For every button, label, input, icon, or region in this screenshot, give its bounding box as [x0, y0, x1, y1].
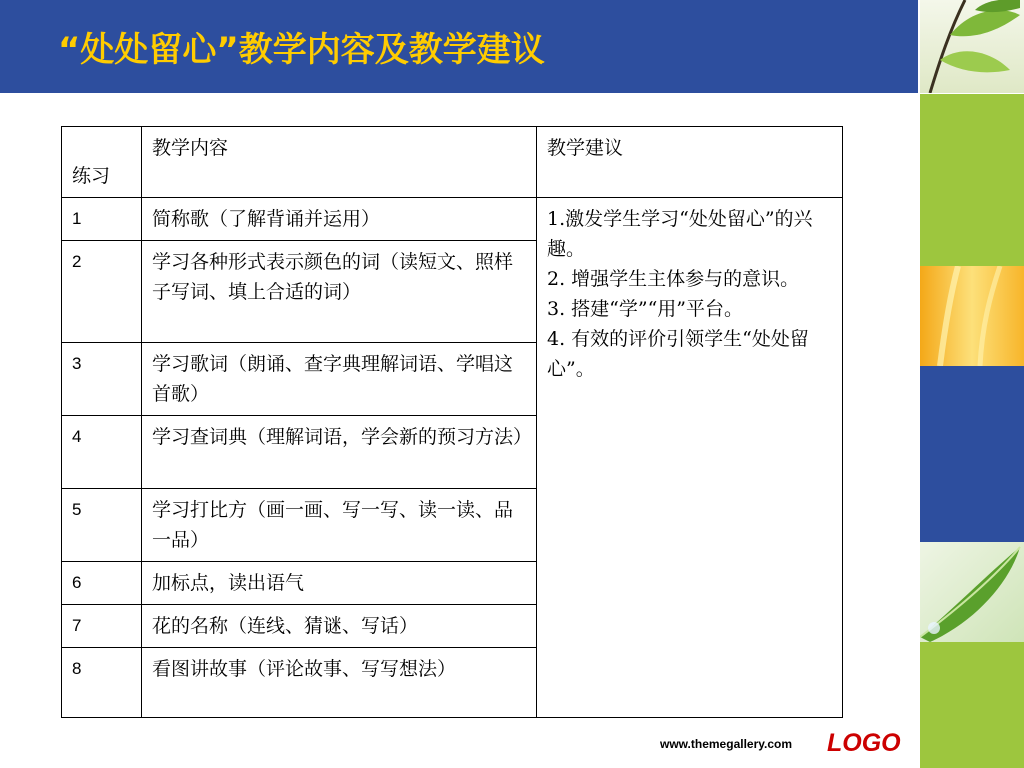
table-header-row: [62, 127, 843, 198]
footer-url[interactable]: www.themegallery.com: [660, 737, 793, 751]
advice-item: 1.激发学生学习“处处留心”的兴趣。: [547, 208, 813, 260]
advice-item: 3. 搭建“学”“用”平台。: [547, 298, 744, 320]
row-number: 4: [62, 416, 142, 489]
advice-item: 4. 有效的评价引领学生“处处留心”。: [547, 328, 809, 380]
row-content: 加标点，读出语气: [142, 562, 537, 605]
slide-title: “处处留心”教学内容及教学建议: [58, 30, 545, 70]
green-panel-bottom: [920, 642, 1024, 768]
row-number: 1: [62, 198, 142, 241]
row-content: 学习打比方（画一画、写一写、读一读、品一品）: [142, 489, 537, 562]
teaching-table: [61, 126, 843, 718]
row-content: 学习各种形式表示颜色的词（读短文、照样子写词、填上合适的词）: [142, 241, 537, 343]
title-bar: [0, 0, 918, 93]
advice-cell: [537, 198, 843, 718]
row-content: 学习歌词（朗诵、查字典理解词语、学唱这首歌）: [142, 343, 537, 416]
row-number: 8: [62, 648, 142, 718]
row-number: 2: [62, 241, 142, 343]
blue-panel: [920, 366, 1024, 542]
green-panel: [920, 94, 1024, 266]
row-content: 简称歌（了解背诵并运用）: [142, 198, 537, 241]
row-content: 看图讲故事（评论故事、写写想法）: [142, 648, 537, 718]
row-number: 6: [62, 562, 142, 605]
advice-item: 2. 增强学生主体参与的意识。: [547, 268, 800, 290]
row-number: 7: [62, 605, 142, 648]
orange-flower-image: [920, 266, 1024, 366]
row-content: 花的名称（连线、猜谜、写话）: [142, 605, 537, 648]
row-content: 学习查词典（理解词语，学会新的预习方法）: [142, 416, 537, 489]
logo: LOGO: [827, 729, 901, 757]
row-number: 3: [62, 343, 142, 416]
row-number: 5: [62, 489, 142, 562]
header-exercise: 练习: [62, 127, 142, 198]
header-advice: 教学建议: [537, 127, 843, 198]
leaf-image-top: [920, 0, 1024, 93]
table-row: [62, 198, 843, 241]
leaf-drop-image: [920, 542, 1024, 642]
header-content: 教学内容: [142, 127, 537, 198]
